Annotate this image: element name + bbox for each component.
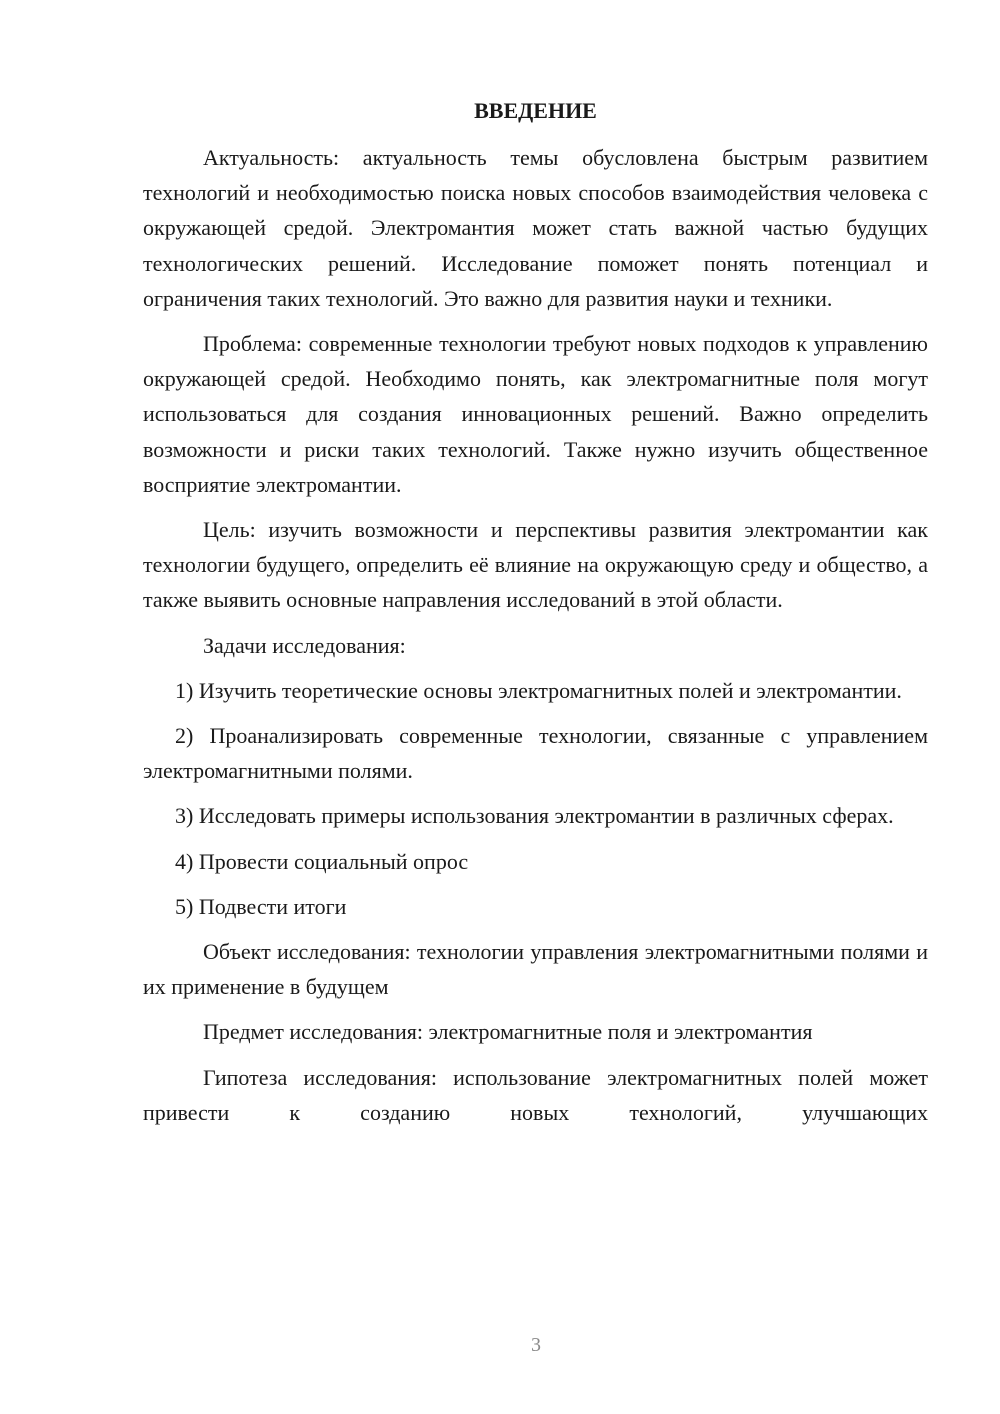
paragraph-goal: Цель: изучить возможности и перспективы развития электромантии как технологии будущего, определить её влияние на окружающую среду и общество, а также выявить основные направления исследований в этой области. — [143, 517, 928, 613]
task-item-5: 5) Подвести итоги — [175, 893, 347, 919]
paragraph-problem: Проблема: современные технологии требуют новых подходов к управлению окружающей средой. Необходимо понять, как электромагнитные поля могут использоваться для создания инновационных решений. Важно определить возможности и риски таких технологий. Также нужно изучить общественное восприятие электромантии. — [143, 331, 928, 497]
page-number: 3 — [531, 1334, 541, 1356]
paragraph-subject: Предмет исследования: электромагнитные поля и электромантия — [203, 1019, 813, 1045]
task-item-3: 3) Исследовать примеры использования электромантии в различных сферах. — [175, 803, 894, 829]
section-heading: ВВЕДЕНИЕ — [474, 98, 597, 123]
task-item-4: 4) Провести социальный опрос — [175, 848, 469, 874]
tasks-heading: Задачи исследования: — [203, 632, 406, 658]
task-item-1: 1) Изучить теоретические основы электромагнитных полей и электромантии. — [175, 677, 902, 703]
paragraph-hypothesis: Гипотеза исследования: использование электромагнитных полей может привести к созданию новых технологий, улучшающих — [143, 1064, 928, 1125]
task-item-2: 2) Проанализировать современные технологии, связанные с управлением электромагнитными полями. — [143, 723, 928, 784]
paragraph-relevance: Актуальность: актуальность темы обусловлена быстрым развитием технологий и необходимостью поиска новых способов взаимодействия человека с окружающей средой. Электромантия может стать важной частью будущих технологических решений. Исследование поможет понять потенциал и ограничения таких технологий. Это важно для развития науки и техники. — [143, 145, 928, 311]
paragraph-object: Объект исследования: технологии управления электромагнитными полями и их применение в будущем — [143, 939, 928, 1000]
page-content — [143, 95, 928, 1140]
